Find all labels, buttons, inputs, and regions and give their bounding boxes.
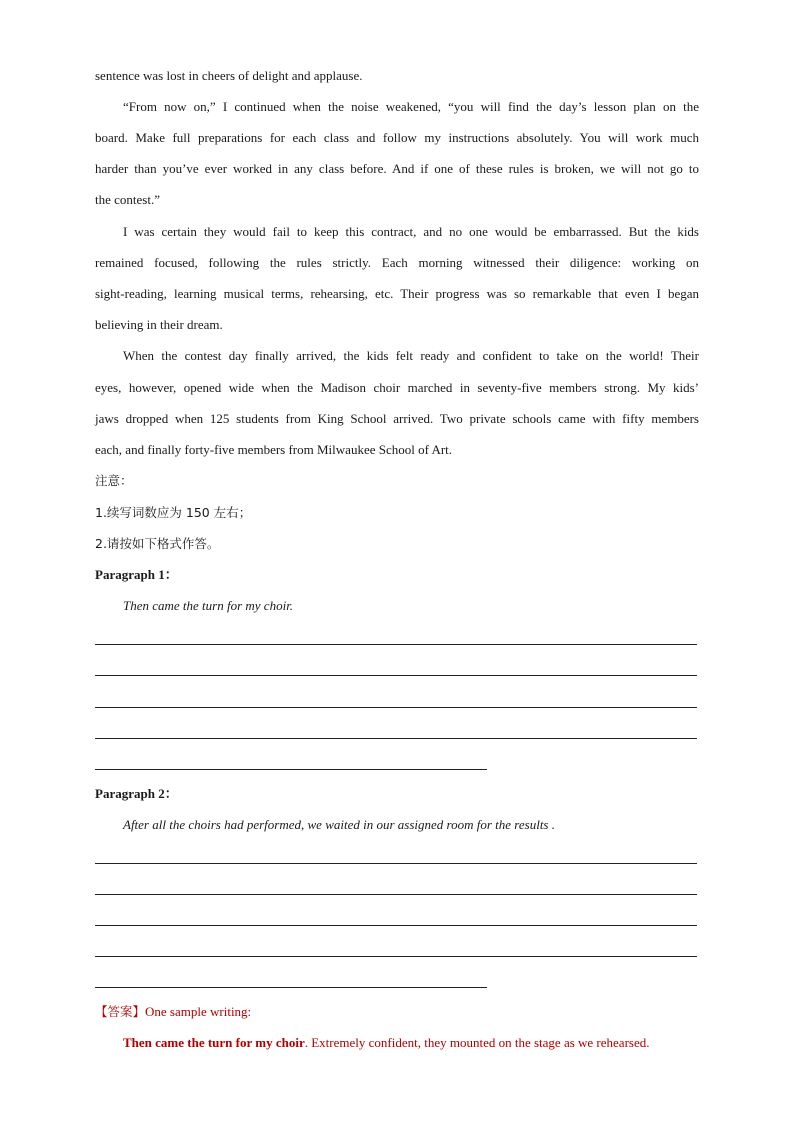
passage-line: jaws dropped when 125 students from King School arrived. Two private schools came with fifty members [95,411,699,426]
writing-line [95,956,697,957]
notes-item-1: 1.续写词数应为 150 左右； [95,505,252,520]
passage-line: I was certain they would fail to keep this contract, and no one would be embarrassed. But the kids [123,224,699,239]
notes-heading: 注意： [95,473,133,488]
writing-line [95,894,697,895]
passage-line: the contest.” [95,192,160,207]
passage-line: sentence was lost in cheers of delight and applause. [95,68,363,83]
passage-line: “From now on,” I continued when the noise weakened, “you will find the day’s lesson plan on the [123,99,699,114]
writing-line [95,738,697,739]
passage-line: harder than you’ve ever worked in any class before. And if one of these rules is broken, we will not go to [95,161,699,176]
passage-line: each, and finally forty-five members from Milwaukee School of Art. [95,442,453,457]
paragraph-2-prompt: After all the choirs had performed, we waited in our assigned room for the results . [123,817,555,832]
answer-header [95,1003,699,1021]
paragraph-2-label: Paragraph 2： [95,786,178,801]
writing-line [95,769,487,770]
answer-first-line [123,1034,699,1052]
writing-line [95,863,697,864]
passage-line: eyes, however, opened wide when the Madison choir marched in seventy-five members strong. My kids’ [95,380,699,395]
passage-line: sight-reading, learning musical terms, rehearsing, etc. Their progress was so remarkable that even I began [95,286,699,301]
paragraph-1-prompt: Then came the turn for my choir. [123,598,294,613]
writing-line [95,987,487,988]
passage-line: believing in their dream. [95,317,223,332]
writing-line [95,675,697,676]
answer-intro: One sample writing: [145,1004,252,1019]
paragraph-1-label: Paragraph 1： [95,567,178,582]
answer-rest: . Extremely confident, they mounted on the stage as we rehearsed. [304,1035,650,1050]
writing-line [95,707,697,708]
answer-tag: 【答案】 [95,1004,146,1019]
passage-line: board. Make full preparations for each class and follow my instructions absolutely. You will work much [95,130,699,145]
answer-bold-start: Then came the turn for my choir [123,1035,305,1050]
writing-line [95,925,697,926]
writing-line [95,644,697,645]
passage-line: When the contest day finally arrived, the kids felt ready and confident to take on the world! Their [123,348,699,363]
passage-line: remained focused, following the rules strictly. Each morning witnessed their diligence: working on [95,255,699,270]
notes-item-2: 2.请按如下格式作答。 [95,536,220,551]
